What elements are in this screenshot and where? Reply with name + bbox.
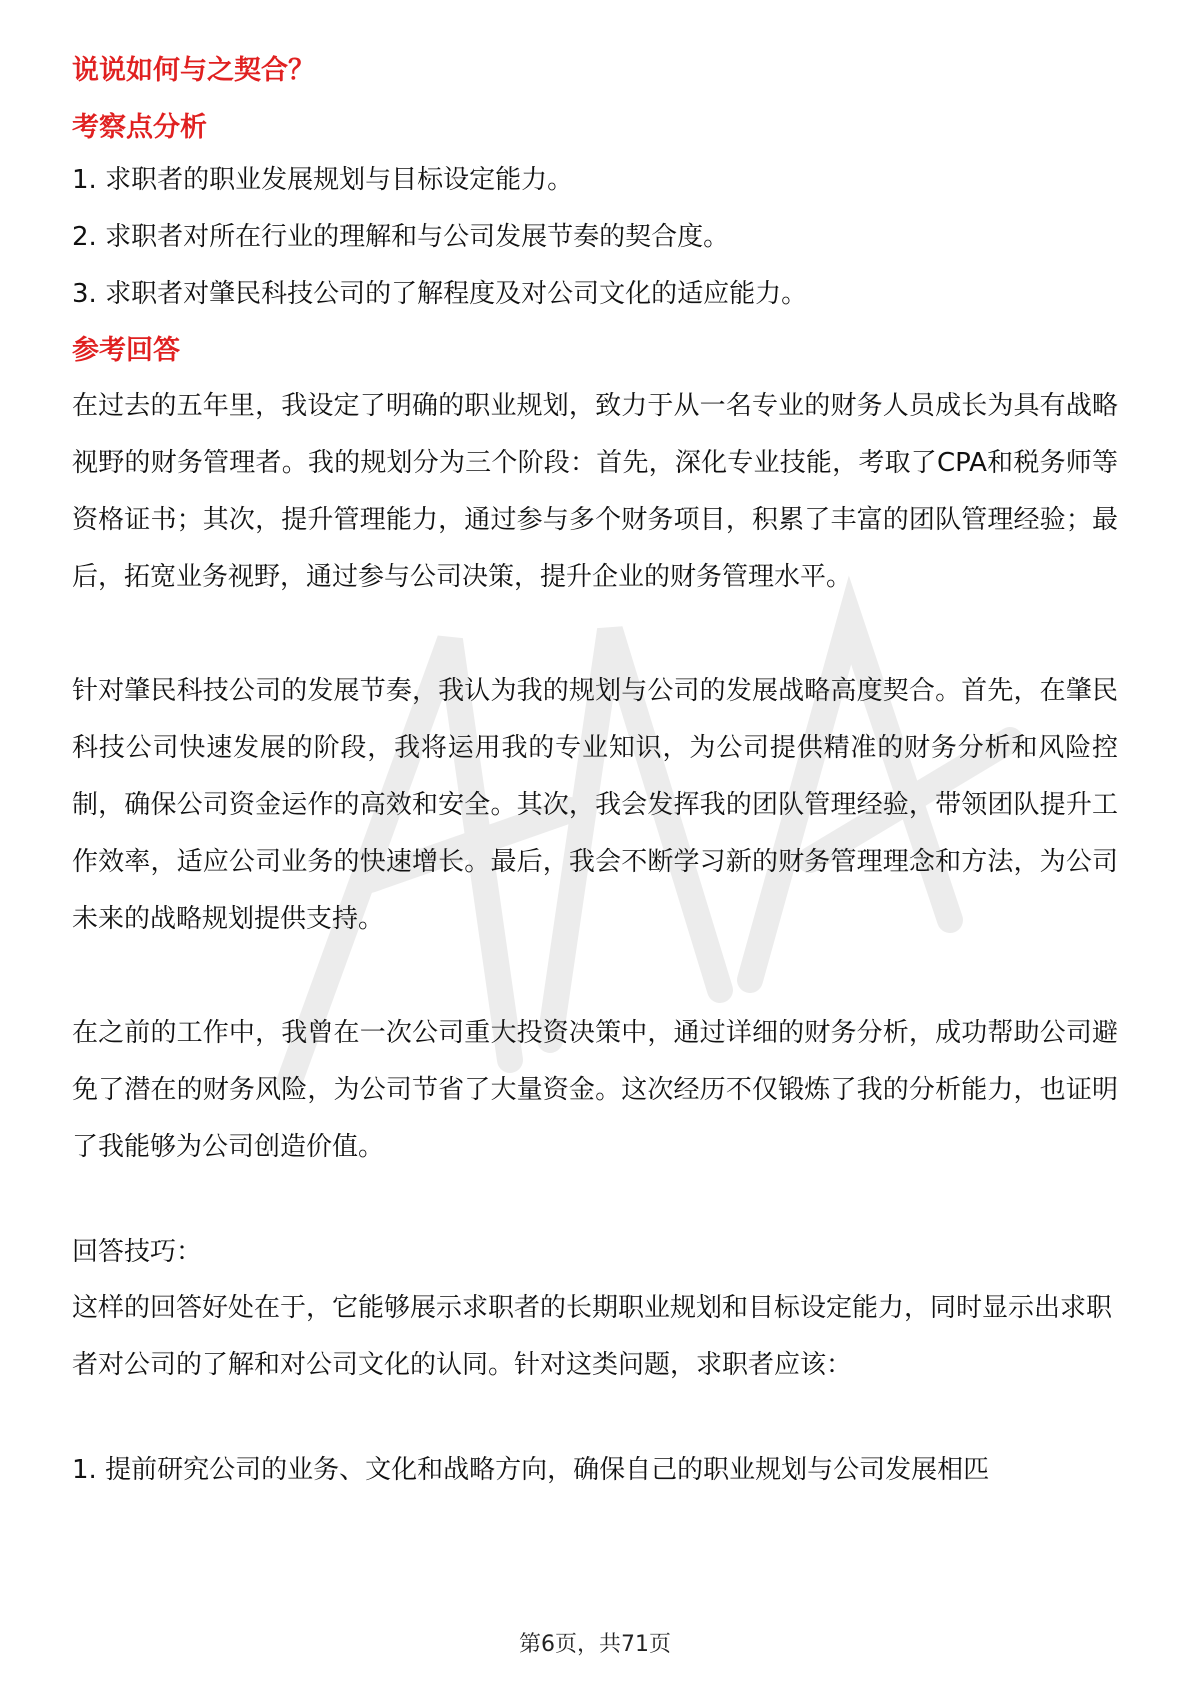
tips-paragraph: 这样的回答好处在于，它能够展示求职者的长期职业规划和目标设定能力，同时显示出求职者对公司的了解和对公司文化的认同。针对这类问题，求职者应该： [72,1293,1113,1380]
answer-heading: 参考回答 [72,335,180,366]
analysis-item: 3. 求职者对肇民科技公司的了解程度及对公司文化的适应能力。 [72,279,808,309]
answer-paragraph: 在过去的五年里，我设定了明确的职业规划，致力于从一名专业的财务人员成长为具有战略视野的财务管理者。我的规划分为三个阶段：首先，深化专业技能，考取了CPA和税务师等资格证书；其次，提升管理能力，通过参与多个财务项目，积累了丰富的团队管理经验；最后，拓宽业务视野，通过参与公司决策，提升企业的财务管理水平。 [72,391,1118,592]
question-title: 说说如何与之契合？ [72,55,315,86]
tips-item: 1. 提前研究公司的业务、文化和战略方向，确保自己的职业规划与公司发展相匹 [72,1455,990,1485]
analysis-item: 2. 求职者对所在行业的理解和与公司发展节奏的契合度。 [72,222,730,252]
analysis-item: 1. 求职者的职业发展规划与目标设定能力。 [72,165,574,195]
answer-paragraph: 在之前的工作中，我曾在一次公司重大投资决策中，通过详细的财务分析，成功帮助公司避免了潜在的财务风险，为公司节省了大量资金。这次经历不仅锻炼了我的分析能力，也证明了我能够为公司创造价值。 [72,1018,1118,1162]
content-area [72,52,1118,1489]
answer-paragraph: 针对肇民科技公司的发展节奏，我认为我的规划与公司的发展战略高度契合。首先，在肇民科技公司快速发展的阶段，我将运用我的专业知识，为公司提供精准的财务分析和风险控制，确保公司资金运作的高效和安全。其次，我会发挥我的团队管理经验，带领团队提升工作效率，适应公司业务的快速增长。最后，我会不断学习新的财务管理理念和方法，为公司未来的战略规划提供支持。 [72,676,1118,934]
analysis-heading: 考察点分析 [72,112,207,143]
tips-label: 回答技巧： [72,1237,203,1267]
page-footer: 第6页，共71页 [519,1632,671,1657]
